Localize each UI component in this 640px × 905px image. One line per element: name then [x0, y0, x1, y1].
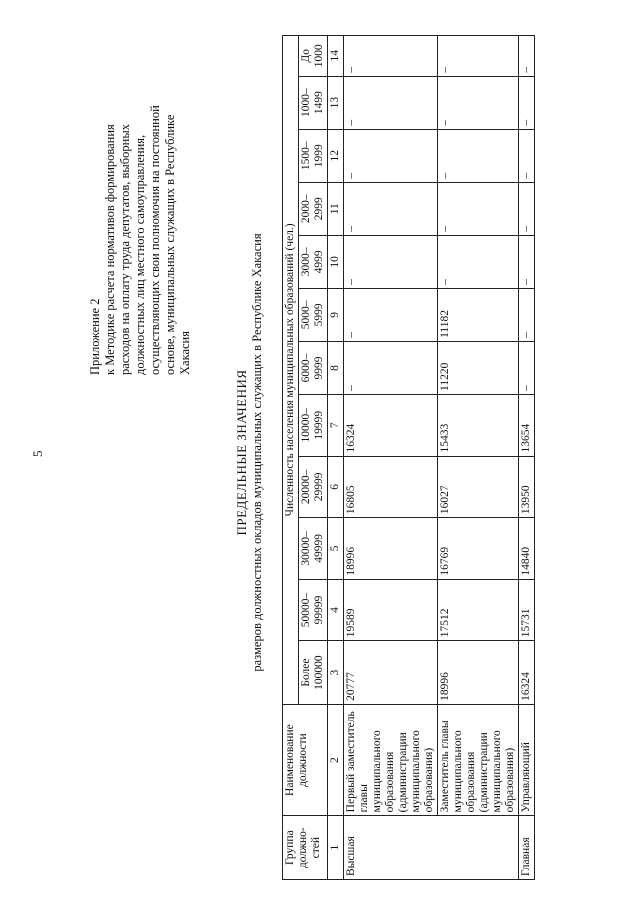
- document-subtitle: размеров должностных окладов муниципальных служащих в Республике Хакасия: [250, 233, 264, 672]
- salary-cell: –: [438, 129, 519, 182]
- header-group: Группа должно-стей: [283, 816, 328, 880]
- range-header: 1500–1999: [299, 129, 328, 182]
- salary-cell: 16324: [344, 394, 438, 456]
- appendix-note: [88, 75, 193, 375]
- salary-cell: –: [519, 129, 535, 182]
- column-number: 10: [328, 235, 344, 288]
- column-number: 5: [328, 518, 344, 580]
- salary-cell: 16769: [438, 518, 519, 580]
- range-header: 10000–19999: [299, 394, 328, 456]
- salary-cell: 15731: [519, 579, 535, 641]
- appendix-text: к Методике расчета нормативов формирования расходов на оплату труда депутатов, выборных должностных лиц местного самоуправления, осуществляющих свои полномочия на постоянной основе, муниципальных служащих в Республике Хакасия: [103, 105, 192, 375]
- column-number: 13: [328, 76, 344, 129]
- salary-cell: –: [344, 341, 438, 394]
- salary-cell: 18996: [344, 518, 438, 580]
- salary-cell: 16027: [438, 456, 519, 518]
- salary-cell: 16805: [344, 456, 438, 518]
- column-number: 9: [328, 288, 344, 341]
- column-number: 14: [328, 36, 344, 77]
- row-group: Высшая: [344, 816, 519, 880]
- table-row: [519, 36, 535, 880]
- column-number-row: [328, 36, 344, 880]
- salary-cell: –: [438, 182, 519, 235]
- salary-cell: –: [519, 235, 535, 288]
- salary-cell: –: [344, 182, 438, 235]
- salary-cell: –: [438, 36, 519, 77]
- appendix-label: Приложение 2: [88, 298, 102, 375]
- salary-cell: –: [344, 36, 438, 77]
- salary-cell: 13654: [519, 394, 535, 456]
- range-header: 3000–4999: [299, 235, 328, 288]
- column-number: 4: [328, 579, 344, 641]
- salary-cell: 20777: [344, 641, 438, 705]
- salary-cell: –: [438, 76, 519, 129]
- salary-cell: 13950: [519, 456, 535, 518]
- range-header: 50000–99999: [299, 579, 328, 641]
- salary-cell: 16324: [519, 641, 535, 705]
- range-header: До 1000: [299, 36, 328, 77]
- salary-cell: –: [519, 288, 535, 341]
- row-position: Заместитель главы муниципального образования (администрации муниципального образования): [438, 704, 519, 815]
- column-number: 11: [328, 182, 344, 235]
- range-header: 1000–1499: [299, 76, 328, 129]
- header-population: Численность населения муниципальных образований (чел.): [283, 36, 299, 705]
- salary-cell: –: [519, 36, 535, 77]
- column-number: 1: [328, 816, 344, 880]
- salary-cell: –: [344, 288, 438, 341]
- column-number: 8: [328, 341, 344, 394]
- column-number: 6: [328, 456, 344, 518]
- header-position: Наименование должности: [283, 704, 328, 815]
- range-header: 2000–2999: [299, 182, 328, 235]
- salary-cell: –: [519, 76, 535, 129]
- row-position: Управляющий: [519, 704, 535, 815]
- row-group: Главная: [519, 816, 535, 880]
- salary-cell: 18996: [438, 641, 519, 705]
- salary-cell: –: [344, 76, 438, 129]
- salary-table: [282, 35, 535, 880]
- salary-cell: 15433: [438, 394, 519, 456]
- range-header: 30000–49999: [299, 518, 328, 580]
- row-position: Первый заместитель главы муниципального образования (администрации муниципального образования): [344, 704, 438, 815]
- salary-cell: –: [344, 129, 438, 182]
- salary-cell: –: [519, 341, 535, 394]
- salary-cell: 11220: [438, 341, 519, 394]
- salary-cell: 17512: [438, 579, 519, 641]
- page-number: 5: [30, 450, 45, 457]
- range-header: Более 100000: [299, 641, 328, 705]
- table-row: [438, 36, 519, 880]
- column-number: 3: [328, 641, 344, 705]
- table-row: [344, 36, 438, 880]
- column-number: 7: [328, 394, 344, 456]
- range-header: 5000–5999: [299, 288, 328, 341]
- range-header: 20000–29999: [299, 456, 328, 518]
- salary-cell: 19589: [344, 579, 438, 641]
- column-number: 12: [328, 129, 344, 182]
- salary-cell: 11182: [438, 288, 519, 341]
- range-header: 6000–9999: [299, 341, 328, 394]
- salary-cell: –: [519, 182, 535, 235]
- salary-cell: –: [344, 235, 438, 288]
- document-title: ПРЕДЕЛЬНЫЕ ЗНАЧЕНИЯ: [234, 369, 249, 536]
- table-header-row: [283, 36, 299, 880]
- salary-cell: –: [438, 235, 519, 288]
- column-number: 2: [328, 704, 344, 815]
- salary-cell: 14840: [519, 518, 535, 580]
